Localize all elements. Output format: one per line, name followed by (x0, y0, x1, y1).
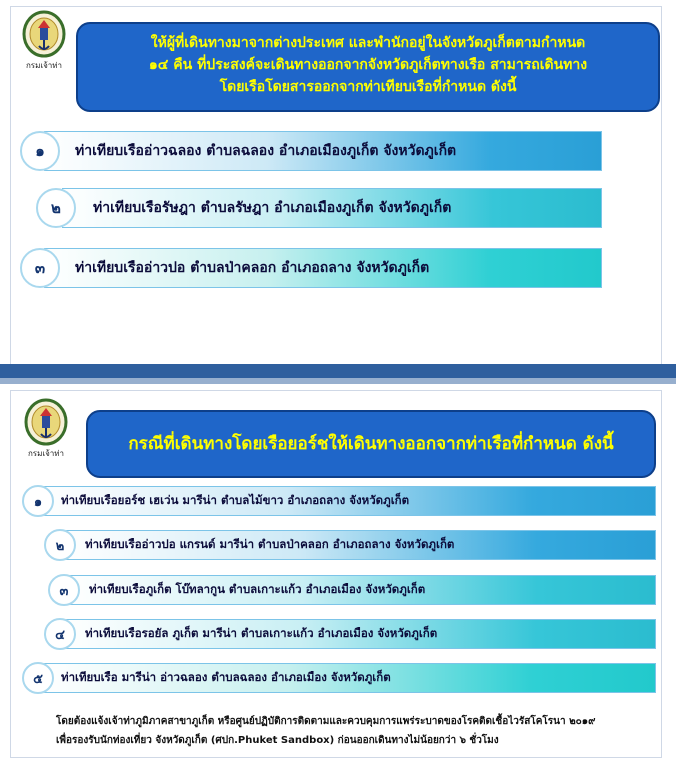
bottom-item-4-text: ท่าเทียบเรือรอยัล ภูเก็ต มารีน่า ตำบลเกาะแก้ว อำเภอเมือง จังหวัดภูเก็ต (85, 626, 438, 640)
bottom-list-item-2 (62, 530, 656, 560)
marine-department-logo-bottom (20, 398, 72, 460)
logo-caption-bottom: กรมเจ้าท่า (27, 449, 65, 458)
top-title-box (76, 22, 660, 112)
top-list-item-1 (44, 131, 602, 171)
top-title-line-2: ๑๔ คืน ที่ประสงค์จะเดินทางออกจากจังหวัดภูเก็ตทางเรือ สามารถเดินทาง (148, 57, 588, 73)
bottom-list-item-5 (40, 663, 656, 693)
logo-caption: กรมเจ้าท่า (25, 61, 63, 70)
top-item-3-text: ท่าเทียบเรืออ่าวปอ ตำบลป่าคลอก อำเภอถลาง จังหวัดภูเก็ต (75, 260, 430, 276)
top-item-1-number: ๑ (20, 131, 60, 171)
footer-line-1: โดยต้องแจ้งเจ้าท่าภูมิภาคสาขาภูเก็ต หรือศูนย์ปฏิบัติการติดตามและควบคุมการแพร่ระบาดของโรคติดเชื้อไวรัสโคโรนา ๒๐๑๙ (56, 716, 596, 727)
bottom-item-3-text: ท่าเทียบเรือภูเก็ต โบ๊ทลากูน ตำบลเกาะแก้ว อำเภอเมือง จังหวัดภูเก็ต (89, 582, 426, 596)
bottom-item-2-text: ท่าเทียบเรืออ่าวปอ แกรนด์ มารีน่า ตำบลป่าคลอก อำเภอถลาง จังหวัดภูเก็ต (85, 537, 455, 551)
top-title-line-1: ให้ผู้ที่เดินทางมาจากต่างประเทศ และพำนักอยู่ในจังหวัดภูเก็ตตามกำหนด (150, 35, 586, 51)
top-list-item-2 (62, 188, 602, 228)
bottom-list-item-1 (40, 486, 656, 516)
bottom-item-3-number: ๓ (48, 574, 80, 606)
bottom-title: กรณีที่เดินทางโดยเรือยอร์ชให้เดินทางออกจากท่าเรือที่กำหนด ดังนี้ (128, 434, 614, 454)
bottom-item-5-text: ท่าเทียบเรือ มารีน่า อ่าวฉลอง ตำบลฉลอง อำเภอเมือง จังหวัดภูเก็ต (61, 670, 391, 684)
section-divider (0, 364, 676, 378)
top-item-2-text: ท่าเทียบเรือรัษฎา ตำบลรัษฎา อำเภอเมืองภูเก็ต จังหวัดภูเก็ต (93, 200, 452, 216)
section-divider-shadow (0, 378, 676, 384)
marine-department-logo (18, 10, 70, 72)
footer-line-2: เพื่อรองรับนักท่องเที่ยว จังหวัดภูเก็ต (ศปก.Phuket Sandbox) ก่อนออกเดินทางไม่น้อยกว่า ๖ ชั่วโมง (56, 735, 499, 746)
top-item-1-text: ท่าเทียบเรืออ่าวฉลอง ตำบลฉลอง อำเภอเมืองภูเก็ต จังหวัดภูเก็ต (75, 143, 457, 159)
bottom-item-1-number: ๑ (22, 485, 54, 517)
top-title-line-3: โดยเรือโดยสารออกจากท่าเทียบเรือที่กำหนด ดังนี้ (219, 79, 517, 95)
bottom-list-item-3 (66, 575, 656, 605)
bottom-item-2-number: ๒ (44, 529, 76, 561)
bottom-item-1-text: ท่าเทียบเรือยอร์ช เฮเว่น มารีน่า ตำบลไม้ขาว อำเภอถลาง จังหวัดภูเก็ต (61, 493, 410, 507)
top-item-2-number: ๒ (36, 188, 76, 228)
bottom-title-box (86, 410, 656, 478)
footer-note (56, 712, 656, 750)
top-item-3-number: ๓ (20, 248, 60, 288)
bottom-item-5-number: ๕ (22, 662, 54, 694)
bottom-list-item-4 (62, 619, 656, 649)
top-list-item-3 (44, 248, 602, 288)
bottom-item-4-number: ๔ (44, 618, 76, 650)
